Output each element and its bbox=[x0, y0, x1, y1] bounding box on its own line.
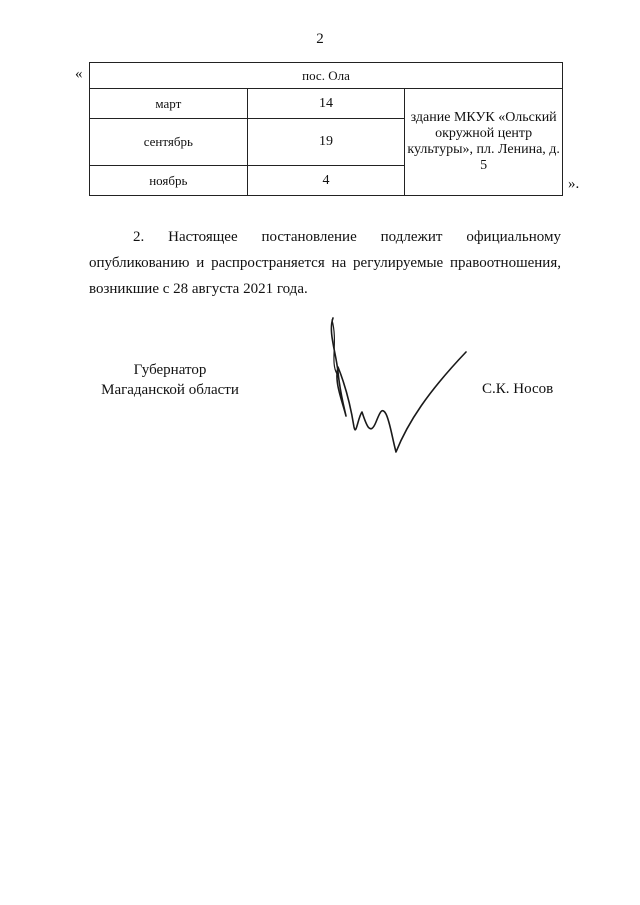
opening-quote-mark: « bbox=[75, 66, 83, 82]
month-cell: сентябрь bbox=[90, 119, 248, 166]
signatory-position bbox=[90, 360, 250, 400]
day-cell: 4 bbox=[247, 166, 405, 196]
table-row bbox=[90, 89, 563, 119]
table-title-row bbox=[90, 63, 563, 89]
signatory-position-line2: Магаданской области bbox=[101, 382, 239, 398]
page-number: 2 bbox=[316, 31, 324, 47]
schedule-table bbox=[89, 62, 563, 196]
signatory-name: С.К. Носов bbox=[482, 381, 554, 397]
month-cell: март bbox=[90, 89, 248, 119]
resolution-paragraph bbox=[89, 224, 561, 302]
day-cell: 14 bbox=[247, 89, 405, 119]
handwritten-signature bbox=[318, 312, 478, 457]
paragraph-first-line: 2. Настоящее постановление подлежит официальному bbox=[133, 229, 561, 245]
closing-quote-mark: ». bbox=[568, 176, 580, 192]
month-cell: ноябрь bbox=[90, 166, 248, 196]
signatory-position-line1: Губернатор bbox=[133, 362, 207, 378]
location-cell: здание МКУК «Ольский окружной центр культуры», пл. Ленина, д. 5 bbox=[405, 89, 563, 196]
day-cell: 19 bbox=[247, 119, 405, 166]
table-title: пос. Ола bbox=[90, 63, 563, 89]
paragraph-rest: опубликованию и распространяется на регулируемые правоотношения, возникшие с 28 августа 2021 года. bbox=[89, 255, 561, 297]
